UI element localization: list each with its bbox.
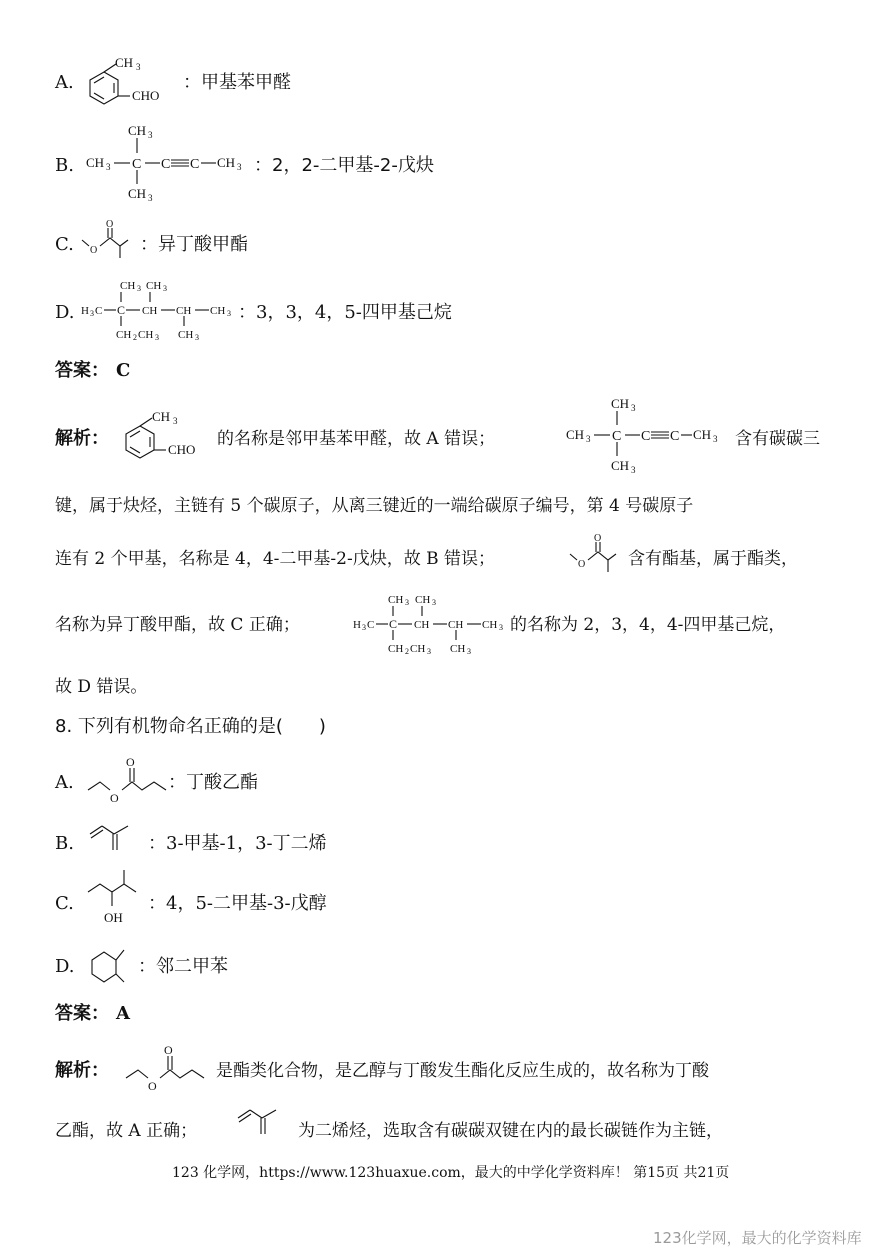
ester-o: O xyxy=(110,791,119,805)
carbonyl-o: O xyxy=(594,533,602,544)
ester-o: O xyxy=(90,245,98,256)
methylbutadiene-structure xyxy=(234,1102,294,1142)
sub3-right-bottom: 3 xyxy=(467,647,471,656)
sub3-right: 3 xyxy=(713,434,718,444)
sub3-bottom: 3 xyxy=(631,465,636,475)
analysis-label: 解析： xyxy=(55,1060,109,1081)
o-methylbenzaldehyde-structure xyxy=(82,52,182,112)
ch2-q-bottom: CH xyxy=(388,643,404,655)
option-d-letter: D. xyxy=(55,302,75,323)
page-footer: 123 化学网，https://www.123huaxue.com，最大的中学化学资料库！ 第15页 共21页 xyxy=(172,1165,730,1181)
ch-right: CH xyxy=(448,619,464,631)
option-b-letter: B. xyxy=(55,833,74,854)
c-center: C xyxy=(612,429,622,444)
ch3-right: CH xyxy=(217,155,236,170)
sub3-mid-top: 3 xyxy=(163,284,167,293)
analysis-text: 乙酯，故 A 正确； xyxy=(55,1121,198,1141)
option-b-name: ：3-甲基-1，3-丁二烯 xyxy=(148,833,327,854)
ch-right: CH xyxy=(176,305,192,317)
sub3-bottom: 3 xyxy=(148,193,153,203)
sub3-right-end: 3 xyxy=(499,623,503,632)
ch3-bottom: CH xyxy=(611,458,630,473)
sub2-q-bottom: 2 xyxy=(405,647,409,656)
ch3-q-bottom: CH xyxy=(138,329,154,341)
tetramethylhexane-structure xyxy=(80,276,240,346)
cho-label: CHO xyxy=(168,442,196,457)
ch3-left: CH xyxy=(86,155,105,170)
dimethylpentyne-structure xyxy=(86,120,256,210)
ch3-mid-top: CH xyxy=(415,594,431,606)
analysis-label: 解析： xyxy=(55,428,109,449)
sub3-q-top: 3 xyxy=(137,284,141,293)
cho-label: CHO xyxy=(132,88,160,103)
ch3-right: CH xyxy=(693,427,712,442)
answer-value: C xyxy=(116,360,131,381)
ch3-label: CH xyxy=(152,409,171,424)
sub3-top: 3 xyxy=(148,130,153,140)
option-c-letter: C. xyxy=(55,234,74,255)
carbonyl-o: O xyxy=(106,219,114,230)
c-alkyne-1: C xyxy=(161,157,171,172)
c-h3c: C xyxy=(95,305,103,317)
ch-middle: CH xyxy=(414,619,430,631)
analysis-text: 故 D 错误。 xyxy=(55,677,148,697)
option-a-letter: A. xyxy=(55,72,74,93)
option-c-letter: C. xyxy=(55,893,74,914)
c-center: C xyxy=(132,157,142,172)
sub3-q-bottom: 3 xyxy=(427,647,431,656)
analysis-text: 含有碳碳三 xyxy=(735,429,820,449)
dimethylpentanol-structure xyxy=(84,866,154,930)
option-a-letter: A. xyxy=(55,772,74,793)
sub3-top: 3 xyxy=(631,403,636,413)
ch3-top: CH xyxy=(611,396,630,411)
ch3-right-bottom: CH xyxy=(450,643,466,655)
ch3-right-bottom: CH xyxy=(178,329,194,341)
option-b-name: ：2，2-二甲基-2-戊炔 xyxy=(254,155,434,176)
methyl-isobutyrate-structure xyxy=(568,530,628,580)
c-quaternary: C xyxy=(117,303,126,317)
answer-label: 答案： xyxy=(55,360,109,381)
ch3-top: CH xyxy=(128,123,147,138)
c-alkyne-2: C xyxy=(190,157,200,172)
sub3-label: 3 xyxy=(136,62,141,72)
ch3-right-end: CH xyxy=(482,619,498,631)
ch3-q-top: CH xyxy=(388,594,404,606)
analysis-text: 的名称是邻甲基苯甲醛，故 A 错误； xyxy=(217,429,496,449)
methylbutadiene-structure xyxy=(86,818,146,858)
sub3-left: 3 xyxy=(106,162,111,172)
analysis-text: 为二烯烃，选取含有碳碳双键在内的最长碳链作为主链， xyxy=(298,1121,723,1141)
analysis-text: 含有酯基，属于酯类， xyxy=(628,549,798,569)
option-d-letter: D. xyxy=(55,956,75,977)
ch3-q-bottom: CH xyxy=(410,643,426,655)
sub3-right-bottom: 3 xyxy=(195,333,199,342)
sub3-mid-top: 3 xyxy=(432,598,436,607)
ch3-left: CH xyxy=(566,427,585,442)
dimethylcyclohexane-structure xyxy=(86,938,146,988)
sub3-q-top: 3 xyxy=(405,598,409,607)
sub3-left: 3 xyxy=(586,434,591,444)
watermark: 123化学网，最大的化学资料库 xyxy=(653,1229,862,1247)
ch-middle: CH xyxy=(142,305,158,317)
dimethylpentyne-structure xyxy=(566,394,736,480)
option-c-name: ：4，5-二甲基-3-戊醇 xyxy=(148,893,327,914)
sub3-right-end: 3 xyxy=(227,309,231,318)
analysis-text: 是酯类化合物，是乙醇与丁酸发生酯化反应生成的，故名称为丁酸 xyxy=(216,1061,709,1081)
analysis-text: 键，属于炔烃，主链有 5 个碳原子，从离三键近的一端给碳原子编号，第 4 号碳原子 xyxy=(55,496,694,516)
option-d-name: ：3，3，4，5-四甲基己烷 xyxy=(238,302,452,323)
oh-label: OH xyxy=(104,910,123,925)
ch2-q-bottom: CH xyxy=(116,329,132,341)
option-d-name: ：邻二甲苯 xyxy=(138,956,228,977)
tetramethylhexane-structure xyxy=(352,590,512,660)
analysis-text: 名称为异丁酸甲酯，故 C 正确； xyxy=(55,615,300,635)
question-stem: 8. 下列有机物命名正确的是( ) xyxy=(55,716,326,737)
sub3-h3c: 3 xyxy=(90,309,94,318)
sub2-q-bottom: 2 xyxy=(133,333,137,342)
h-left: H xyxy=(81,305,89,317)
ester-o: O xyxy=(148,1079,157,1093)
option-a-name: ：甲基苯甲醛 xyxy=(183,72,291,93)
option-b-letter: B. xyxy=(55,155,74,176)
answer-label: 答案： xyxy=(55,1003,109,1024)
ch3-q-top: CH xyxy=(120,280,136,292)
ethyl-butanoate-structure xyxy=(124,1040,214,1096)
sub3-label: 3 xyxy=(173,416,178,426)
sub3-h3c: 3 xyxy=(362,623,366,632)
o-methylbenzaldehyde-structure xyxy=(118,404,218,466)
ch3-right-end: CH xyxy=(210,305,226,317)
c-h3c: C xyxy=(367,619,375,631)
analysis-text: 的名称为 2，3，4，4-四甲基己烷， xyxy=(510,615,786,635)
ch3-label: CH xyxy=(115,55,134,70)
h-left: H xyxy=(353,619,361,631)
carbonyl-o: O xyxy=(164,1043,173,1057)
ethyl-butanoate-structure xyxy=(86,752,176,808)
analysis-text: 连有 2 个甲基，名称是 4，4-二甲基-2-戊炔，故 B 错误； xyxy=(55,549,496,569)
carbonyl-o: O xyxy=(126,755,135,769)
option-a-name: ：丁酸乙酯 xyxy=(168,772,258,793)
answer-value: A xyxy=(116,1003,130,1024)
c-alkyne-1: C xyxy=(641,429,651,444)
methyl-isobutyrate-structure xyxy=(80,218,140,268)
ch3-bottom: CH xyxy=(128,186,147,201)
sub3-right: 3 xyxy=(237,162,242,172)
ch3-mid-top: CH xyxy=(146,280,162,292)
ester-o: O xyxy=(578,559,586,570)
c-alkyne-2: C xyxy=(670,429,680,444)
sub3-q-bottom: 3 xyxy=(155,333,159,342)
option-c-name: ：异丁酸甲酯 xyxy=(140,234,248,255)
c-quaternary: C xyxy=(389,617,398,631)
